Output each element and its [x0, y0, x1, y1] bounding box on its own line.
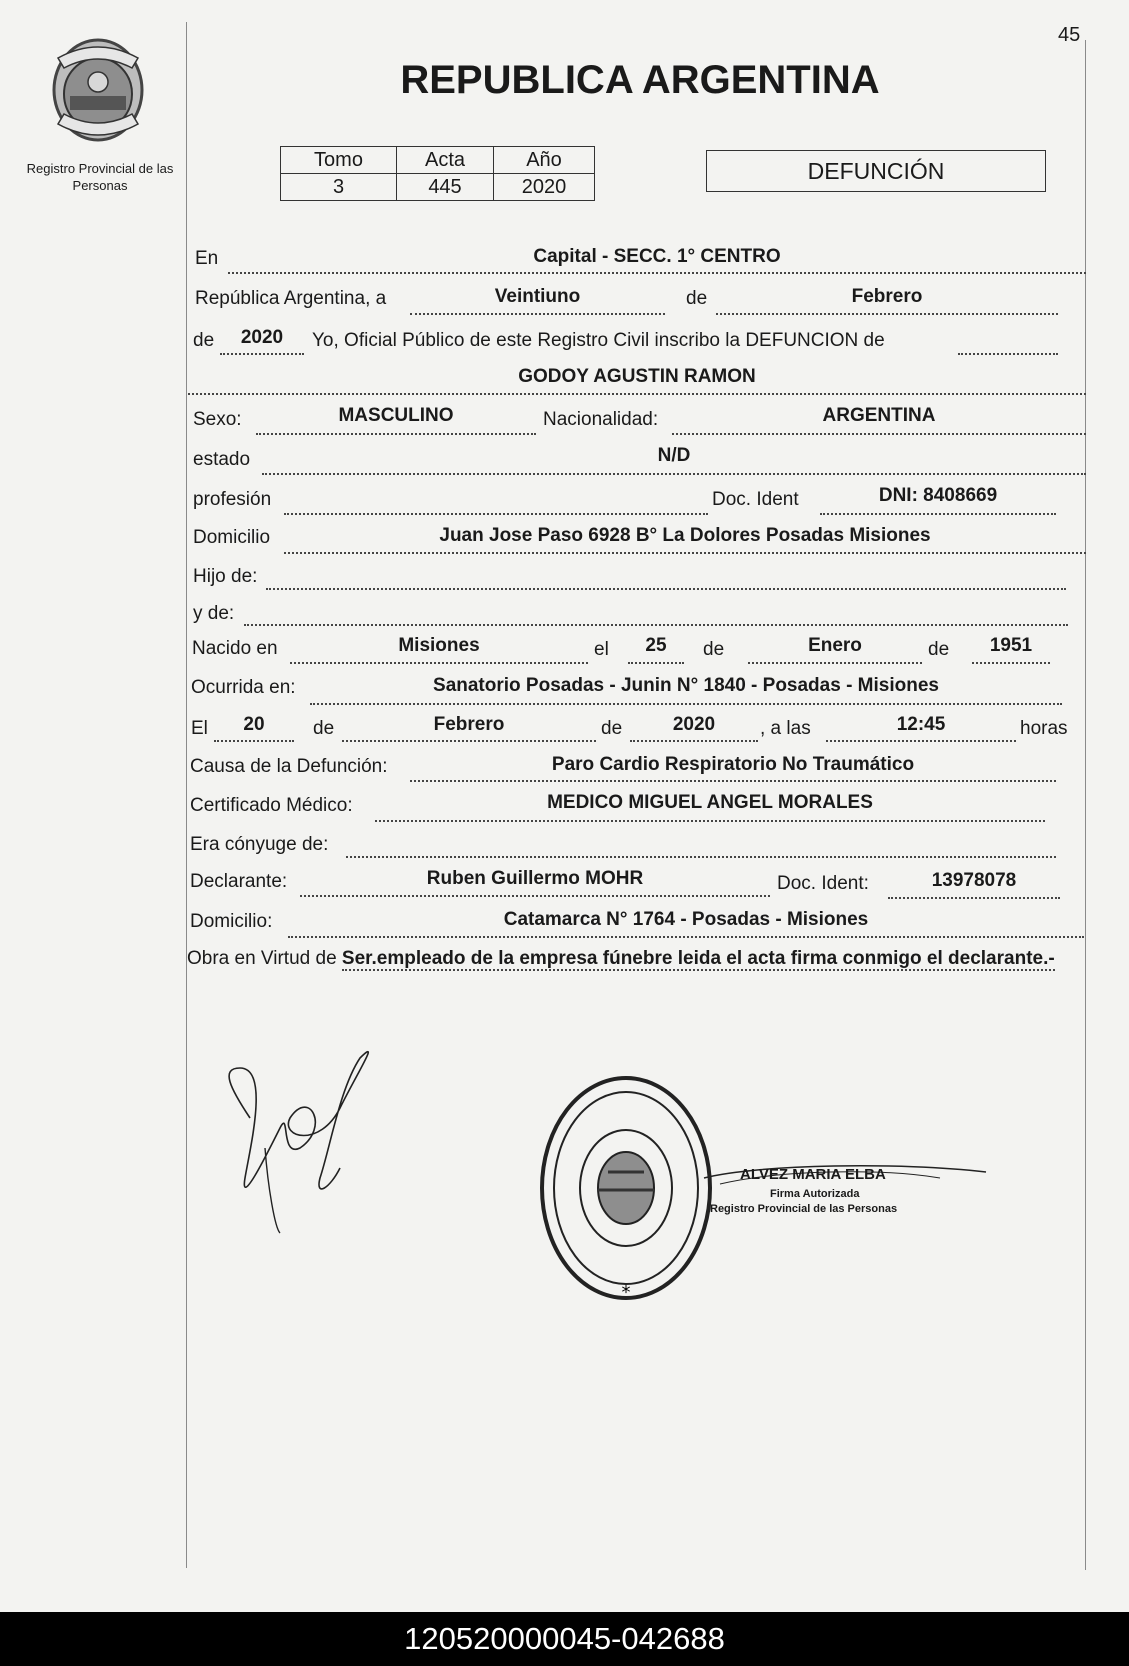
dotted-line — [628, 662, 684, 664]
lugar-value: Capital - SECC. 1° CENTRO — [533, 246, 781, 267]
anio-value: 2020 — [240, 327, 284, 348]
document-barcode-code: 120520000045-042688 — [0, 1612, 1129, 1666]
mes-value: Febrero — [851, 286, 923, 307]
label-de-anio: de — [193, 330, 215, 351]
document-title: REPUBLICA ARGENTINA — [400, 58, 880, 102]
sexo-value: MASCULINO — [338, 405, 454, 426]
label-de: de — [313, 718, 335, 739]
label-horas: horas — [1020, 718, 1068, 739]
label-obra: Obra en Virtud de — [187, 948, 337, 969]
nacido-en-value: Misiones — [398, 635, 480, 656]
dotted-line — [346, 856, 1056, 858]
dotted-line — [958, 353, 1058, 355]
acta-value: 445 — [397, 174, 494, 201]
deceased-name-value: GODOY AGUSTIN RAMON — [518, 366, 756, 387]
dotted-line — [820, 513, 1056, 515]
declarant-signature — [210, 1028, 400, 1238]
anio-header: Año — [494, 147, 595, 174]
authorized-signer-registry: Registro Provincial de las Personas — [710, 1203, 898, 1215]
hora-value: 12:45 — [896, 714, 946, 735]
label-doc-ident: Doc. Ident — [712, 489, 799, 510]
declarante-value: Ruben Guillermo MOHR — [426, 868, 644, 889]
fall-anio-value: 2020 — [672, 714, 716, 735]
dotted-line — [375, 820, 1045, 822]
dotted-line — [188, 393, 1086, 395]
page-number: 45 — [1058, 24, 1081, 46]
certificado-value: MEDICO MIGUEL ANGEL MORALES — [547, 792, 873, 813]
label-y-de: y de: — [193, 603, 235, 624]
label-de: de — [686, 288, 708, 309]
record-type-box: DEFUNCIÓN — [706, 150, 1046, 192]
label-nacido-en: Nacido en — [192, 638, 278, 659]
label-doc-ident2: Doc. Ident: — [777, 873, 869, 894]
record-number-table — [280, 146, 595, 201]
causa-value: Paro Cardio Respiratorio No Traumático — [551, 754, 915, 775]
tomo-value: 3 — [281, 174, 397, 201]
dotted-line — [888, 897, 1060, 899]
label-sexo: Sexo: — [193, 409, 242, 430]
anio-value: 2020 — [494, 174, 595, 201]
label-hijo-de: Hijo de: — [193, 566, 258, 587]
label-yo: Yo, Oficial Público de este Registro Civil inscribo la DEFUNCION de — [312, 330, 885, 351]
label-el: el — [594, 639, 609, 660]
dotted-line — [284, 552, 1086, 554]
dotted-line — [220, 353, 304, 355]
dotted-line — [672, 433, 1086, 435]
label-domicilio: Domicilio — [193, 527, 271, 548]
nac-mes-value: Enero — [808, 635, 862, 656]
dotted-line — [228, 272, 1086, 274]
nacionalidad-value: ARGENTINA — [822, 405, 936, 426]
nac-dia-value: 25 — [645, 635, 667, 656]
acta-header: Acta — [397, 147, 494, 174]
dotted-line — [244, 624, 1068, 626]
province-coat-of-arms-icon — [44, 34, 152, 144]
dotted-line — [630, 740, 758, 742]
dia-value: Veintiuno — [494, 286, 581, 307]
label-certificado: Certificado Médico: — [190, 795, 353, 816]
nac-anio-value: 1951 — [989, 635, 1033, 656]
label-de: de — [601, 718, 623, 739]
declarante-domicilio-value: Catamarca N° 1764 - Posadas - Misiones — [503, 909, 869, 930]
declarante-doc-value: 13978078 — [931, 870, 1017, 891]
dotted-line — [256, 433, 536, 435]
dotted-line — [300, 895, 770, 897]
ocurrida-en-value: Sanatorio Posadas - Junin N° 1840 - Posadas - Misiones — [433, 675, 939, 696]
dotted-line — [284, 513, 708, 515]
dotted-line — [748, 662, 922, 664]
label-a-las: , a las — [760, 718, 811, 739]
label-republica: República Argentina, a — [195, 288, 387, 309]
obra-value: Ser.empleado de la empresa fúnebre leida el acta firma conmigo el declarante.- — [341, 948, 1055, 969]
estado-value: N/D — [657, 445, 691, 466]
dotted-line — [972, 662, 1050, 664]
tomo-header: Tomo — [281, 147, 397, 174]
svg-text:*: * — [621, 1282, 631, 1303]
domicilio-value: Juan Jose Paso 6928 B° La Dolores Posadas Misiones — [439, 525, 931, 546]
doc-ident-value: DNI: 8408669 — [878, 485, 998, 506]
dotted-line — [288, 936, 1084, 938]
label-en: En — [195, 248, 219, 269]
label-profesion: profesión — [193, 489, 272, 510]
dotted-line — [214, 740, 294, 742]
right-margin-line — [1085, 40, 1086, 1570]
label-el2: El — [191, 718, 208, 739]
label-declarante: Declarante: — [190, 871, 288, 892]
official-stamp — [538, 1072, 714, 1304]
dotted-line — [716, 313, 1058, 315]
dotted-line — [290, 662, 588, 664]
registry-caption: Registro Provincial de las Personas — [26, 161, 174, 193]
label-de: de — [703, 639, 725, 660]
fall-mes-value: Febrero — [433, 714, 505, 735]
left-margin-line — [186, 22, 187, 1568]
label-conyuge: Era cónyuge de: — [190, 834, 329, 855]
dotted-line — [262, 473, 1086, 475]
dotted-line — [266, 588, 1066, 590]
dotted-line — [410, 313, 665, 315]
label-ocurrida-en: Ocurrida en: — [191, 677, 296, 698]
authorized-signer-name: ALVEZ MARIA ELBA — [740, 1166, 886, 1183]
label-causa: Causa de la Defunción: — [190, 756, 388, 777]
label-estado: estado — [193, 449, 251, 470]
label-de: de — [928, 639, 950, 660]
dotted-line — [826, 740, 1016, 742]
label-domicilio2: Domicilio: — [190, 911, 273, 932]
dotted-line — [342, 740, 596, 742]
dotted-line — [310, 703, 1062, 705]
authorized-signer-role: Firma Autorizada — [770, 1188, 860, 1200]
dotted-line — [410, 780, 1056, 782]
label-nacionalidad: Nacionalidad: — [543, 409, 659, 430]
obra-en-virtud — [187, 946, 1082, 972]
fall-dia-value: 20 — [243, 714, 265, 735]
